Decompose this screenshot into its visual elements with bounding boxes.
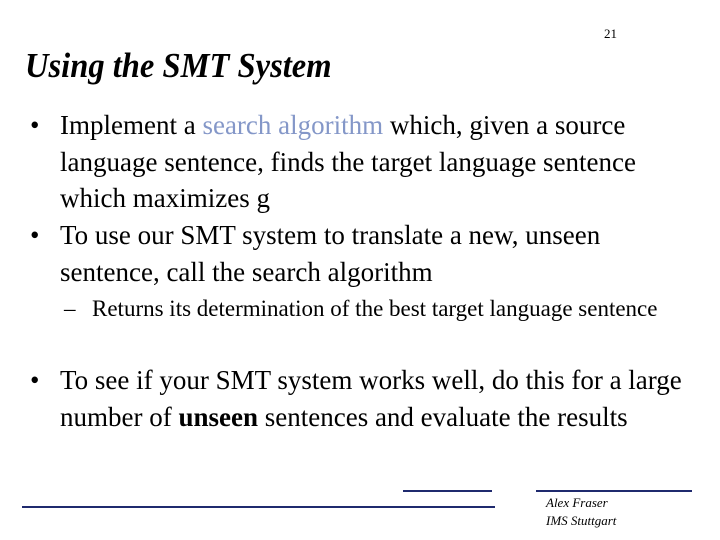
footer-rule-stub (403, 490, 492, 492)
bullet-text (60, 107, 690, 217)
highlighted-term: search algorithm (202, 110, 384, 140)
footer-rule-right (536, 490, 692, 492)
sub-bullet-text: Returns its determination of the best target language sentence (92, 296, 658, 321)
footer-author: Alex Fraser (546, 495, 608, 510)
bullet-text-part: sentences and evaluate the results (258, 401, 628, 432)
footer-rule-left (22, 506, 495, 508)
bullet-text-part: To see if your SMT system works well, do this for a large number of (60, 365, 682, 432)
bullet-mark: • (30, 220, 40, 250)
bullet-text-part: Implement a (60, 110, 203, 140)
slide-title: Using the SMT System (25, 46, 332, 85)
bold-term: unseen (178, 401, 258, 432)
page-number: 21 (604, 26, 617, 41)
bullet-text: To use our SMT system to translate a new, unseen sentence, call the search algorithm (60, 220, 601, 287)
bullet-item-1 (30, 107, 690, 217)
footer-affiliation: IMS Stuttgart (546, 513, 617, 528)
bullet-text-part: which, given a source language sentence, finds the target language sentence which maximizes g (60, 110, 637, 213)
bullet-mark: • (30, 110, 40, 140)
sub-bullet-mark: – (64, 296, 76, 321)
bullet-item-3 (30, 362, 690, 435)
bullet-mark: • (30, 365, 40, 395)
sub-bullet-item-1 (64, 294, 664, 323)
bullet-item-2 (30, 217, 690, 290)
bullet-text (60, 362, 690, 435)
